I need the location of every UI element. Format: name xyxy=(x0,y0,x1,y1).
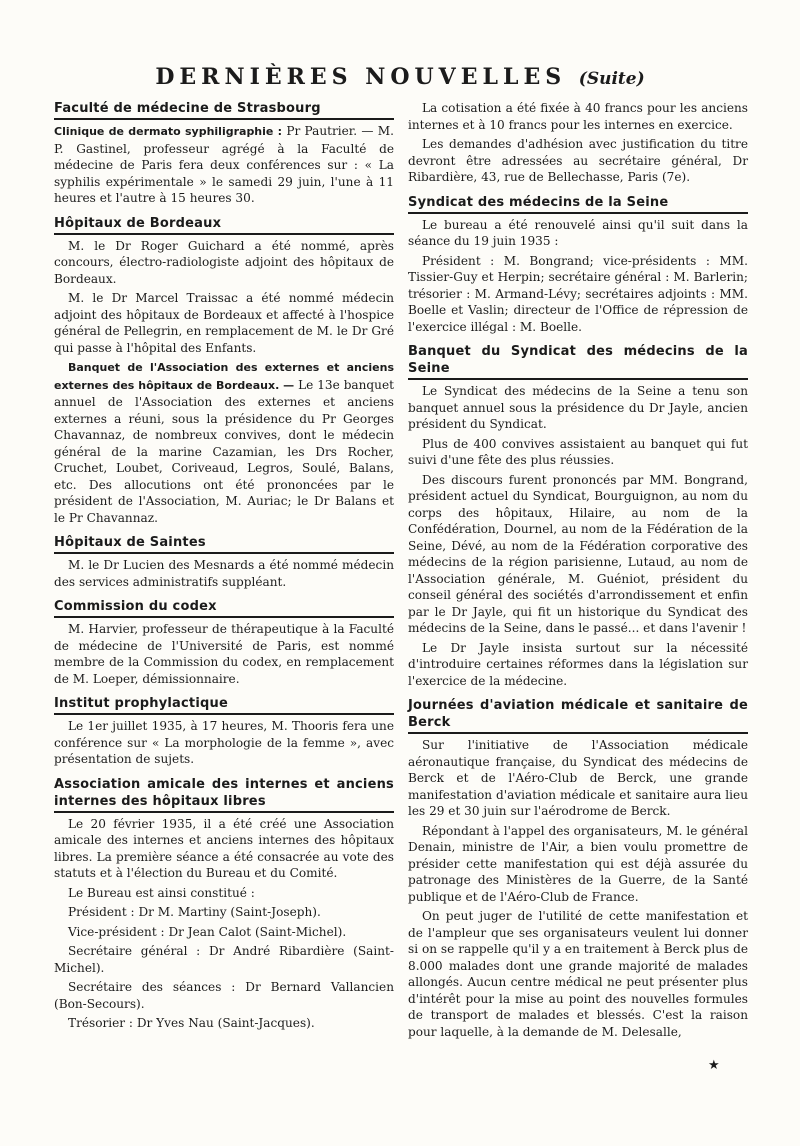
article-paragraph: M. le Dr Roger Guichard a été nommé, après concours, électro-radiologiste adjoint des hôpitaux de Bordeaux. xyxy=(54,238,394,286)
article-paragraph: Sur l'initiative de l'Association médicale aéronautique française, du Syndicat des médecins de Berck et de l'Aéro-Club de Berck, une grande manifestation d'aviation médicale et sanitaire aura lieu les 29 et 30 juin sur l'aérodrome de Berck. xyxy=(408,738,748,818)
bureau-line: Secrétaire général : Dr André Ribardière (Saint-Michel). xyxy=(54,944,394,975)
heading-syndicat: Syndicat des médecins de la Seine xyxy=(408,194,748,214)
article-paragraph: La cotisation a été fixée à 40 francs pour les anciens internes et à 10 francs pour les internes en exercice. xyxy=(408,101,748,132)
left-column xyxy=(54,100,394,1035)
heading-strasbourg: Faculté de médecine de Strasbourg xyxy=(54,100,394,120)
bureau-line: Trésorier : Dr Yves Nau (Saint-Jacques). xyxy=(68,1016,315,1030)
heading-berck: Journées d'aviation médicale et sanitaire de Berck xyxy=(408,697,748,734)
article-paragraph: Le Dr Jayle insista surtout sur la nécessité d'introduire certaines réformes dans la législation sur l'exercice de la médecine. xyxy=(408,640,748,688)
heading-institut: Institut prophylactique xyxy=(54,695,394,715)
article-paragraph xyxy=(54,359,394,526)
article-paragraph: Le Bureau est ainsi constitué : xyxy=(68,885,255,900)
page-title xyxy=(0,64,800,90)
heading-saintes: Hôpitaux de Saintes xyxy=(54,534,394,554)
article-paragraph: Le bureau a été renouvelé ainsi qu'il suit dans la séance du 19 juin 1935 : xyxy=(408,217,748,248)
article-paragraph: M. le Dr Lucien des Mesnards a été nommé médecin des services administratifs suppléant. xyxy=(54,558,394,589)
subheading: Clinique de dermato syphiligraphie : xyxy=(54,125,283,138)
heading-banquet-syndicat: Banquet du Syndicat des médecins de la Seine xyxy=(408,343,748,380)
subheading: Banquet de l'Association des externes et anciens externes des hôpitaux de Bordeaux. — xyxy=(54,361,394,392)
article-text: Pr Pautrier. — M. P. Gastinel, professeur agrégé à la Faculté de médecine de Paris fera deux conférences sur : « La syphilis expérimentale » le samedi 29 juin, l'une à 11 heures et l'autre à 15 heures 30. xyxy=(54,124,394,205)
article-paragraph: Le 1er juillet 1935, à 17 heures, M. Thooris fera une conférence sur « La morphologie de la femme », avec présentation de sujets. xyxy=(54,719,394,766)
article-text: Le 13e banquet annuel de l'Association des externes et anciens externes a réuni, sous la présidence du Pr Georges Chavannaz, de nombreux convives, dont le médecin général de la marine Cazamian, les Drs Rocher, Cruchet, Loubet, Coriveaud, Legros, Soulé, Balans, etc. Des allocutions ont été prononcées par le président de l'Association, M. Auriac; le Dr Balans et le Pr Chavannaz. xyxy=(54,377,394,525)
bureau-line: Secrétaire des séances : Dr Bernard Vallancien (Bon-Secours). xyxy=(54,980,394,1011)
article-paragraph: Le 20 février 1935, il a été créé une Association amicale des internes et anciens internes des hôpitaux libres. La première séance a été consacrée au vote des statuts et à l'élection du Bureau et du Comité. xyxy=(54,816,394,880)
heading-codex: Commission du codex xyxy=(54,598,394,618)
heading-bordeaux: Hôpitaux de Bordeaux xyxy=(54,215,394,235)
bureau-line: Vice-président : Dr Jean Calot (Saint-Michel). xyxy=(68,924,347,939)
article-paragraph: M. le Dr Marcel Traissac a été nommé médecin adjoint des hôpitaux de Bordeaux et affecté à l'hospice général de Pellegrin, en remplacement de M. le Dr Gré qui passe à l'hôpital des Enfants. xyxy=(54,291,394,355)
article-paragraph: Président : M. Bongrand; vice-présidents : MM. Tissier-Guy et Herpin; secrétaire général : M. Barlerin; trésorier : M. Armand-Lévy; secrétaires adjoints : MM. Boelle et Vaslin; directeur de l'Office de répression de l'exercice illégal : M. Boelle. xyxy=(408,253,748,334)
article-paragraph: Le Syndicat des médecins de la Seine a tenu son banquet annuel sous la présidence du Dr Jayle, ancien président du Syndicat. xyxy=(408,384,748,431)
article-paragraph: Les demandes d'adhésion avec justification du titre devront être adressées au secrétaire général, Dr Ribardière, 43, rue de Bellechasse, Paris (7e). xyxy=(408,137,748,184)
heading-association-amicale: Association amicale des internes et anciens internes des hôpitaux libres xyxy=(54,776,394,813)
right-column xyxy=(408,100,748,1043)
article-paragraph: Répondant à l'appel des organisateurs, M. le général Denain, ministre de l'Air, a bien voulu promettre de présider cette manifestation qui est déjà assurée du patronage des Ministères de la Guerre, de la Santé publique et de l'Aéro-Club de France. xyxy=(408,823,748,904)
article-paragraph: Des discours furent prononcés par MM. Bongrand, président actuel du Syndicat, Bourguignon, au nom du corps des hôpitaux, Hilaire, au nom de la Confédération, Dournel, au nom de la Fédération de la Seine, Dévé, au nom de la Fédération corporative des médecins de la région parisienne, Lutaud, au nom de l'Association générale, M. Guéniot, président du conseil général des sociétés d'arrondissement et enfin par le Dr Jayle, qui fit un historique du Syndicat des médecins de la Seine, dans le passé... et dans l'avenir ! xyxy=(408,472,748,635)
article-paragraph: On peut juger de l'utilité de cette manifestation et de l'ampleur que ses organisateurs veulent lui donner si on se rappelle qu'il y a en traitement à Berck plus de 8.000 malades dont une grande majorité de malades allongés. Aucun centre médical ne peut présenter plus d'intérêt pour la mise au point des nouvelles formules de transport de malades et blessés. C'est la raison pour laquelle, à la demande de M. Delesalle, xyxy=(408,909,748,1039)
page-title-suite: (Suite) xyxy=(578,69,645,89)
article-paragraph: M. Harvier, professeur de thérapeutique à la Faculté de médecine de l'Université de Paris, est nommé membre de la Commission du codex, en remplacement de M. Loeper, démissionnaire. xyxy=(54,622,394,686)
article-paragraph xyxy=(54,123,394,207)
page-title-text: DERNIÈRES NOUVELLES xyxy=(155,64,567,90)
star-icon: ★ xyxy=(708,1058,720,1073)
bureau-line: Président : Dr M. Martiny (Saint-Joseph). xyxy=(68,905,321,919)
article-paragraph: Plus de 400 convives assistaient au banquet qui fut suivi d'une fête des plus réussies. xyxy=(408,436,748,467)
